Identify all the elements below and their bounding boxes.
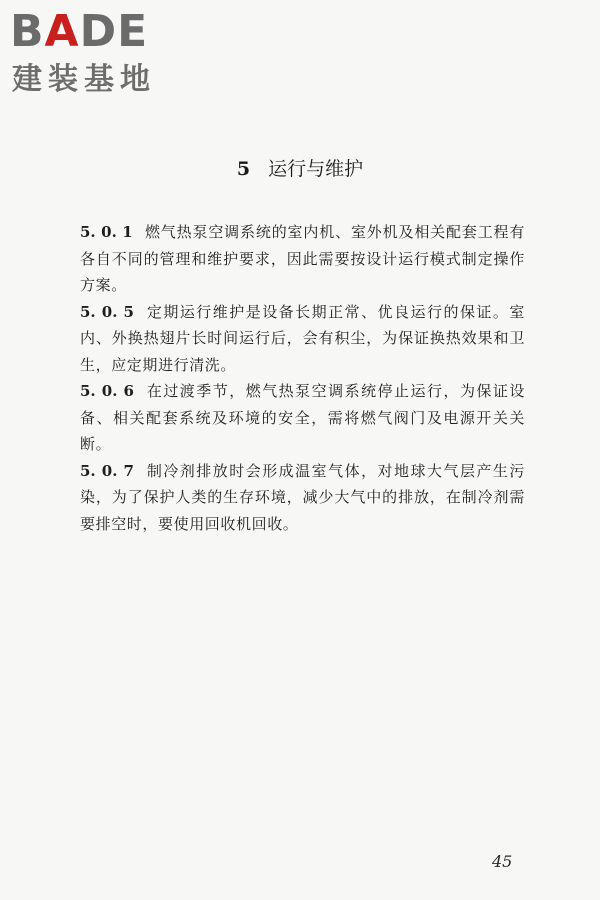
clause-paragraph — [80, 378, 525, 458]
clause-text: 在过渡季节，燃气热泵空调系统停止运行，为保证设备、相关配套系统及环境的安全，需将燃气阀门及电源开关关断。 — [80, 382, 525, 453]
clause-paragraph — [80, 458, 525, 538]
page-number: 45 — [492, 852, 513, 871]
clause-number: 5. 0. 5 — [80, 302, 134, 321]
clause-paragraph — [80, 219, 525, 299]
clause-text: 定期运行维护是设备长期正常、优良运行的保证。室内、外换热翅片长时间运行后，会有积尘，为保证换热效果和卫生，应定期进行清洗。 — [80, 302, 525, 374]
clause-text: 制冷剂排放时会形成温室气体，对地球大气层产生污染，为了保护人类的生存环境，减少大气中的排放，在制冷剂需要排空时，要使用回收机回收。 — [80, 461, 525, 533]
logo-accent-letter: A — [44, 6, 80, 57]
clause-number: 5. 0. 1 — [80, 223, 133, 241]
chapter-title — [0, 155, 600, 183]
logo-letters: DE — [79, 6, 149, 57]
logo-wordmark — [10, 6, 148, 58]
chapter-number: 5 — [236, 158, 251, 180]
chapter-name: 运行与维护 — [268, 158, 364, 180]
brand-logo — [10, 6, 180, 96]
clause-paragraph — [80, 299, 525, 379]
document-body — [80, 219, 525, 537]
clause-number: 5. 0. 6 — [80, 382, 134, 400]
clause-text: 燃气热泵空调系统的室内机、室外机及相关配套工程有各自不同的管理和维护要求，因此需要按设计运行模式制定操作方案。 — [80, 223, 526, 294]
logo-subtitle: 建装基地 — [12, 62, 156, 97]
clause-number: 5. 0. 7 — [80, 461, 134, 480]
logo-letter: B — [10, 6, 45, 57]
